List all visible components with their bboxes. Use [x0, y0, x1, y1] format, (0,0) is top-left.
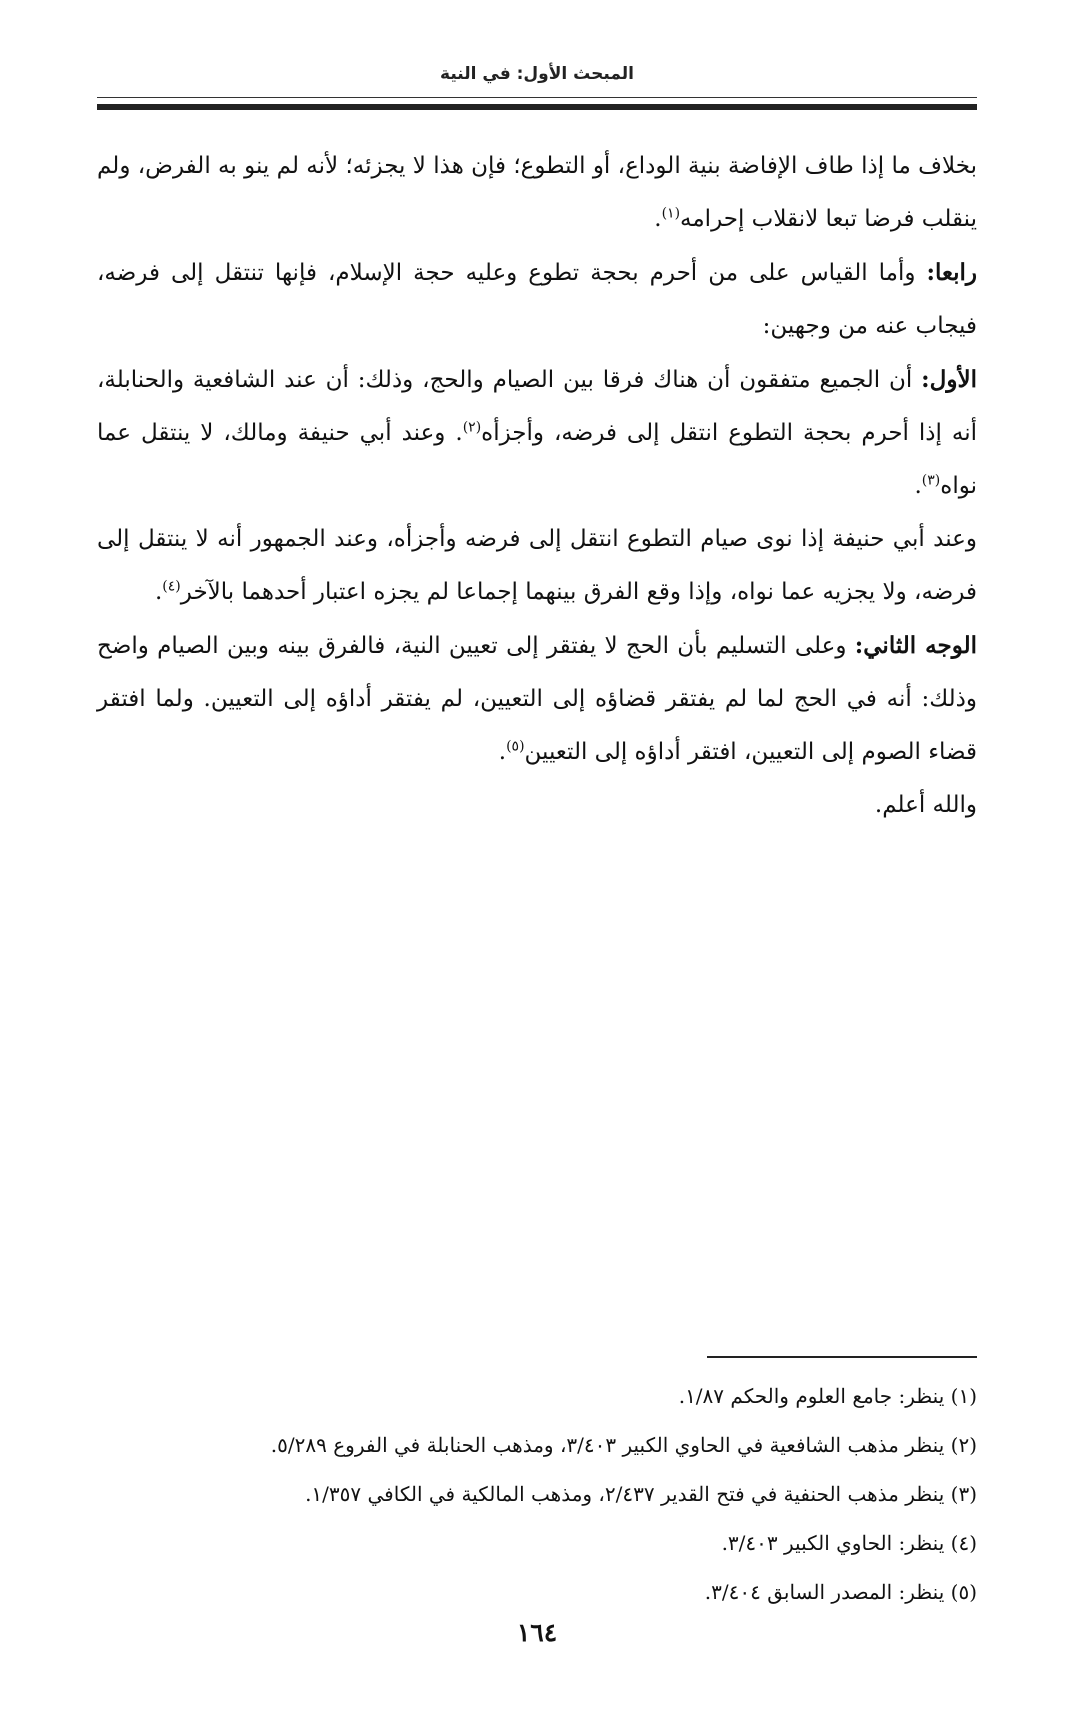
- main-text: [97, 140, 977, 832]
- paragraph-1: [97, 140, 977, 246]
- footnote-text: ينظر: المصدر السابق ٣/٤٠٤.: [704, 1580, 951, 1604]
- paragraph-text: أن الجميع متفقون أن هناك فرقا بين الصيام والحج، وذلك: أن عند الشافعية والحنابلة، أنه إذا أحرم بحجة التطوع انتقل إلى فرضه، وأجزأه: [97, 367, 978, 446]
- footnote-marker-3: (٣): [921, 472, 941, 489]
- paragraph-end: .: [498, 739, 507, 765]
- footnote-marker-4: (٤): [162, 578, 181, 595]
- paragraph-end: .: [154, 579, 163, 605]
- paragraph-3: [97, 353, 977, 513]
- footnote-4: [97, 1519, 977, 1568]
- footnote-5: [97, 1568, 977, 1617]
- section-lead-first: الأول:: [921, 366, 977, 393]
- footnote-number: (٣): [950, 1482, 977, 1506]
- paragraph-text: وعلى التسليم بأن الحج لا يفتقر إلى تعيين النية، فالفرق بينه وبين الصيام واضح وذلك: أنه في الحج لما لم يفتقر قضاؤه إلى التعيين، لم يفتقر أداؤه إلى التعيين. ولما افتقر قضاء الصوم إلى التعيين، افتقر أداؤه إلى التعيين: [97, 633, 977, 765]
- footnote-2: [97, 1421, 977, 1470]
- footnote-marker-2: (٢): [462, 419, 482, 436]
- page-number: ١٦٤: [516, 1618, 558, 1647]
- footnote-1: [97, 1372, 977, 1421]
- paragraph-text: . وعند أبي حنيفة ومالك، لا ينتقل عما نواه: [97, 420, 977, 499]
- paragraph-2: [97, 246, 977, 353]
- footnote-text: ينظر: الحاوي الكبير ٣/٤٠٣.: [721, 1531, 951, 1555]
- footnote-number: (٤): [950, 1531, 977, 1555]
- footnote-text: ينظر مذهب الشافعية في الحاوي الكبير ٣/٤٠٣، ومذهب الحنابلة في الفروع ٥/٢٨٩.: [270, 1433, 951, 1457]
- closing-phrase: والله أعلم.: [874, 792, 977, 818]
- footnote-text: ينظر مذهب الحنفية في فتح القدير ٢/٤٣٧، ومذهب المالكية في الكافي ١/٣٥٧.: [305, 1482, 951, 1506]
- paragraph-5: [97, 619, 977, 779]
- footnote-marker-5: (٥): [506, 738, 525, 755]
- header-rule-thick: [97, 104, 977, 110]
- footnote-separator: [707, 1356, 977, 1358]
- header-rule-thin: [97, 97, 977, 98]
- paragraph-text: بخلاف ما إذا طاف الإفاضة بنية الوداع، أو التطوع؛ فإن هذا لا يجزئه؛ لأنه لم ينو به الفرض، ولم ينقلب فرضا تبعا لانقلاب إحرامه: [97, 153, 977, 232]
- paragraph-end: .: [914, 473, 922, 499]
- footnotes: [97, 1372, 977, 1617]
- footnote-text: ينظر: جامع العلوم والحكم ١/٨٧.: [678, 1384, 951, 1408]
- paragraph-4: [97, 513, 977, 619]
- footnote-number: (١): [950, 1384, 977, 1408]
- paragraph-text: وعند أبي حنيفة إذا نوى صيام التطوع انتقل إلى فرضه وأجزأه، وعند الجمهور أنه لا ينتقل إلى فرضه، ولا يجزيه عما نواه، وإذا وقع الفرق بينهما إجماعا لم يجزه اعتبار أحدهما بالآخر: [97, 526, 977, 605]
- paragraph-6: [97, 779, 977, 832]
- section-lead-second: الوجه الثاني:: [854, 632, 977, 659]
- footnote-number: (٢): [950, 1433, 977, 1457]
- section-lead-fourth: رابعا:: [926, 259, 977, 286]
- running-header: المبحث الأول: في النية: [440, 64, 634, 84]
- footnote-number: (٥): [950, 1580, 977, 1604]
- footnote-3: [97, 1470, 977, 1519]
- paragraph-text: وأما القياس على من أحرم بحجة تطوع وعليه حجة الإسلام، فإنها تنتقل إلى فرضه، فيجاب عنه من وجهين:: [97, 260, 977, 339]
- paragraph-end: .: [654, 206, 662, 232]
- footnote-marker-1: (١): [661, 205, 681, 222]
